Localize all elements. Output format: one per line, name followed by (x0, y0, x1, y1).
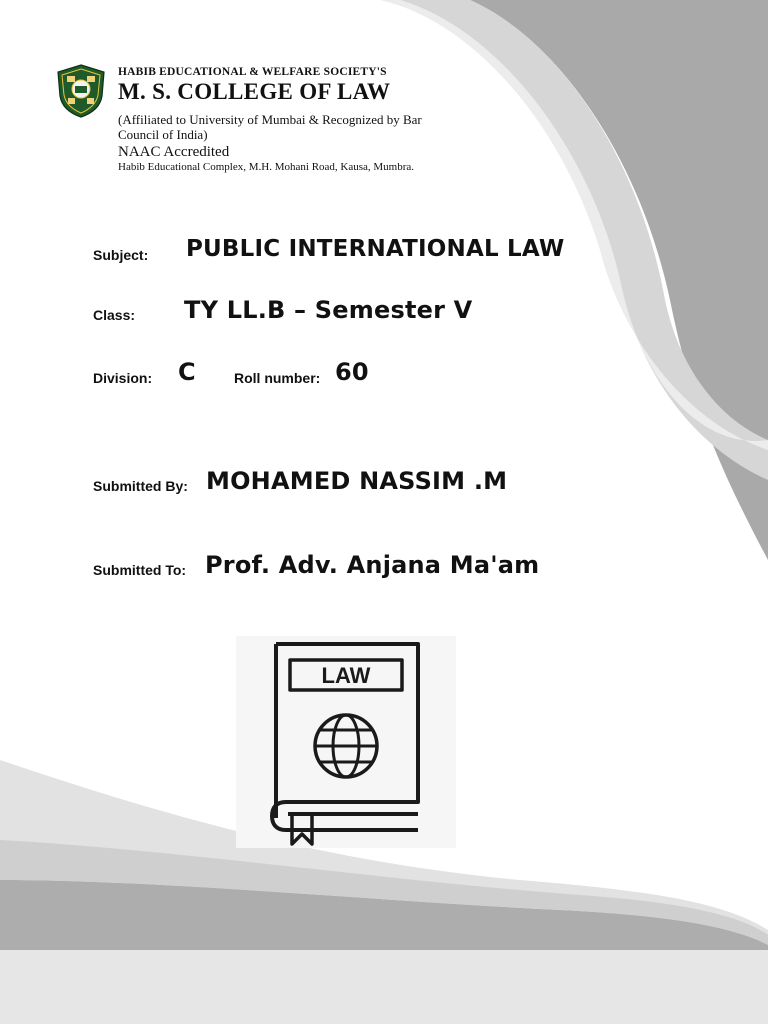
division-value: C (178, 358, 196, 386)
affiliation-text: (Affiliated to University of Mumbai & Recognized by Bar Council of India) (118, 112, 422, 142)
subject-label: Subject: (93, 247, 149, 263)
roll-number-value: 60 (335, 358, 369, 386)
submitted-by-value: MOHAMED NASSIM .M (206, 467, 508, 495)
law-book-globe-icon (236, 636, 456, 848)
college-address: Habib Educational Complex, M.H. Mohani Road, Kausa, Mumbra. (118, 161, 415, 173)
accreditation-text: NAAC Accredited (118, 144, 230, 160)
college-crest-logo (56, 64, 106, 118)
submitted-to-label: Submitted To: (93, 562, 187, 578)
college-name: M. S. COLLEGE OF LAW (118, 79, 391, 104)
division-label: Division: (93, 370, 153, 386)
subject-value: PUBLIC INTERNATIONAL LAW (186, 236, 565, 262)
society-name: HABIB EDUCATIONAL & WELFARE SOCIETY'S (118, 66, 387, 78)
class-label: Class: (93, 307, 136, 323)
roll-number-label: Roll number: (234, 370, 321, 386)
book-label: LAW (321, 663, 371, 688)
submitted-by-label: Submitted By: (93, 478, 188, 494)
submitted-to-value: Prof. Adv. Anjana Ma'am (205, 551, 540, 579)
class-value: TY LL.B – Semester V (184, 296, 473, 324)
